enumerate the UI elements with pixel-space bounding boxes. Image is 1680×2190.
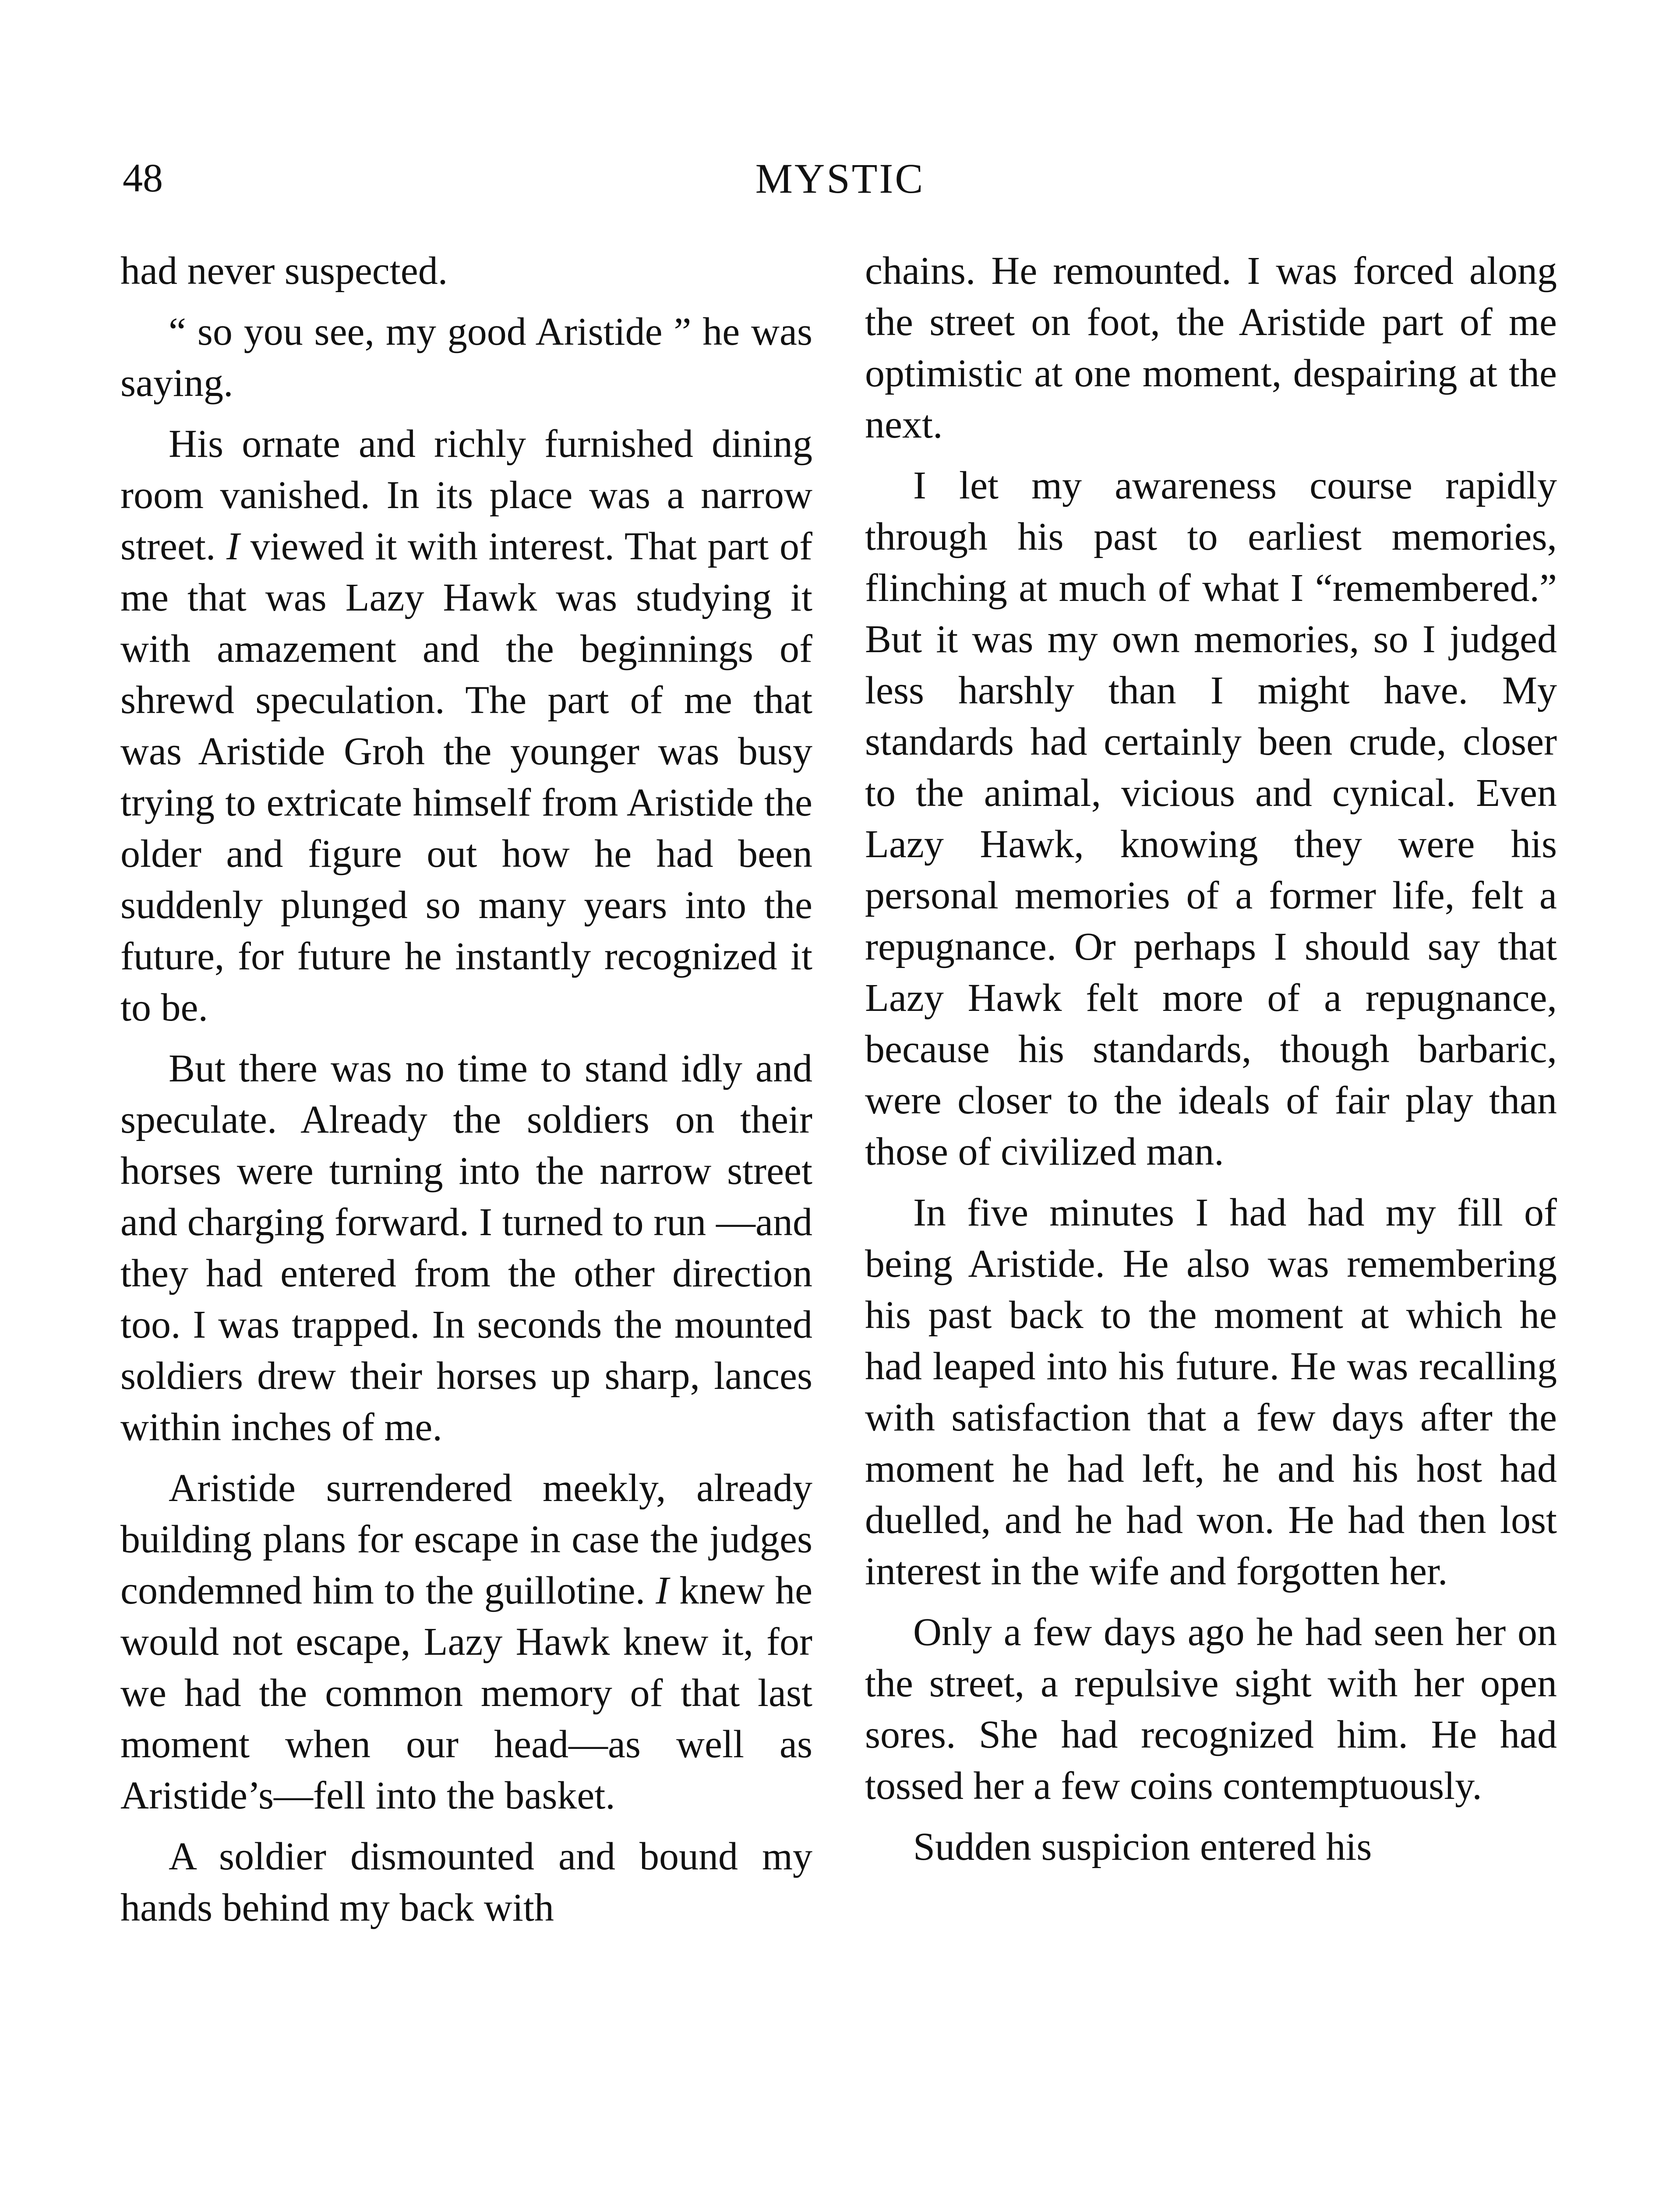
paragraph: I let my awareness course rapidly through his past to earliest memories, flinching at much of what I “remembered.” But it was my own memories, so I judged less harshly than I might have. My standards had certainly been crude, closer to the animal, vicious and cynical. Even Lazy Hawk, knowing they were his personal memories of a former life, felt a repugnance. Or perhaps I should say that Lazy Hawk felt more of a repugnance, because his standards, though barbaric, were closer to the ideals of fair play than those of civilized man. — [865, 464, 1557, 1173]
paragraph: Sudden suspicion entered his — [913, 1825, 1372, 1869]
paragraph — [120, 418, 812, 1033]
paragraph: had never suspected. — [120, 249, 448, 293]
quote-paragraph: “ so you see, my good Aristide ” he was saying. — [120, 310, 812, 405]
page-number: 48 — [123, 155, 163, 200]
paragraph: Only a few days ago he had seen her on the street, a repulsive sight with her open sores. She had recognized him. He had tossed her a few coins contemptuously. — [865, 1611, 1557, 1808]
paragraph: A soldier dismounted and bound my hands behind my back with — [120, 1835, 812, 1929]
running-head: MYSTIC — [755, 155, 925, 202]
paragraph: But there was no time to stand idly and speculate. Already the soldiers on their horses were turning into the narrow street and charging forward. I turned to run —and they had entered from the other direction too. I was trapped. In seconds the mounted soldiers drew their horses up sharp, lances within inches of me. — [120, 1047, 812, 1449]
paragraph: In five minutes I had had my fill of being Aristide. He also was remembering his past back to the moment at which he had leaped into his future. He was recalling with satisfaction that a few days after the moment he had left, he and his host had duelled, and he had won. He had then lost interest in the wife and forgotten her. — [865, 1191, 1557, 1593]
right-column — [865, 245, 1557, 1882]
text-span: Aristide surrendered meekly, already building plans for escape in case the judges condemned him to the guillotine. — [120, 1466, 812, 1612]
paragraph — [120, 1462, 812, 1821]
text-span: viewed it with interest. That part of me that was Lazy Hawk was studying it with amazement and the beginnings of shrewd speculation. The part of me that was Aristide Groh the younger was busy trying to extricate himself from Aristide the older and figure out how he had been suddenly plunged so many years into the future, for future he instantly recognized it to be. — [120, 525, 812, 1029]
text-span: His ornate and richly furnished dining room vanished. In its place was a narrow street. — [120, 422, 812, 568]
italic-pronoun: I — [226, 525, 240, 568]
italic-pronoun: I — [656, 1569, 669, 1612]
text-span: knew he would not escape, Lazy Hawk knew it, for we had the common memory of that last moment when our head—as well as Aristide’s—fell into the basket. — [120, 1569, 813, 1817]
paragraph: chains. He remounted. I was forced along the street on foot, the Aristide part of me optimistic at one moment, despairing at the next. — [865, 249, 1557, 446]
left-column — [120, 245, 812, 1943]
